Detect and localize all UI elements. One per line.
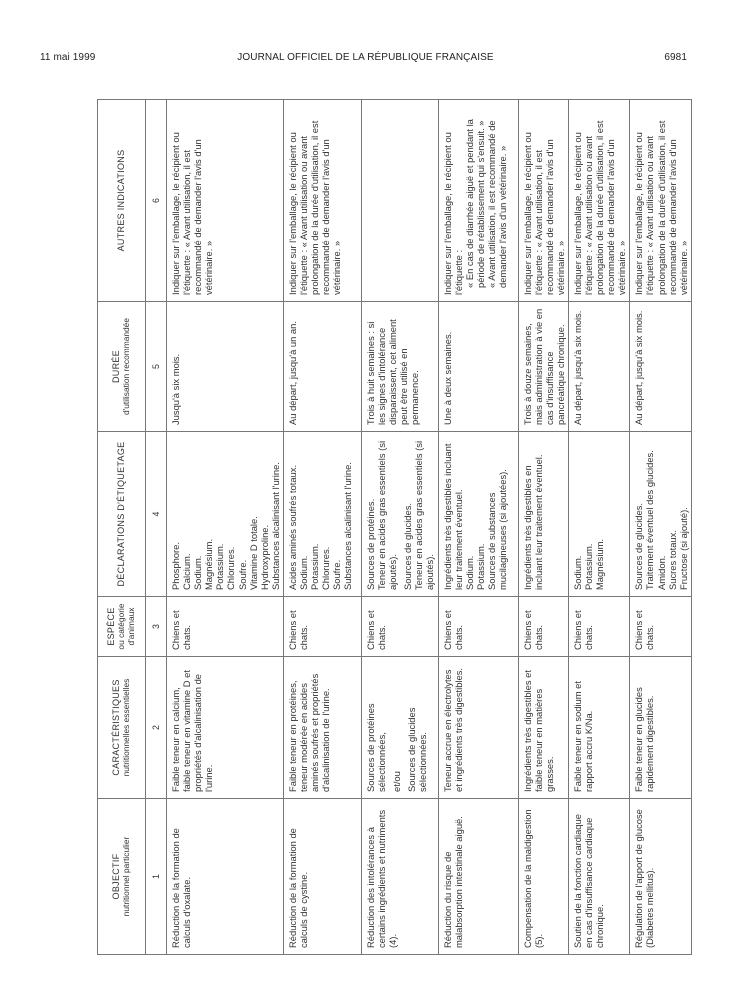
table-body xyxy=(167,100,692,955)
column-title: DÉCLARATIONS D'ÉTIQUETAGE xyxy=(116,441,127,587)
cell-line: Teneur accrue en électrolytes et ingrédients très digestibles. xyxy=(441,667,464,792)
column-subtitle: d'utilisation recommandée xyxy=(120,317,131,416)
table-cell-col-6 xyxy=(630,100,692,302)
column-header-2 xyxy=(98,657,146,799)
cell-line: Sodium. xyxy=(298,555,310,590)
column-header-6 xyxy=(98,100,146,302)
cell-line: Vitamine D totale. xyxy=(247,516,259,590)
cell-line: Trois à douze semaines, mais administration à vie en cas d'insuffisance pancréatique chronique. xyxy=(521,308,566,425)
column-subtitle: nutritionnel particulier xyxy=(120,836,131,917)
cell-line: Une à deux semaines. xyxy=(441,331,453,425)
cell-line: Jusqu'à six mois. xyxy=(170,353,181,425)
column-number: 1 xyxy=(146,799,167,955)
cell-line: Potassium. xyxy=(474,543,486,590)
table-cell-col-5 xyxy=(361,302,438,432)
page-number: 6981 xyxy=(664,52,687,63)
table-cell-col-4 xyxy=(568,432,629,597)
table-cell-col-6 xyxy=(518,100,568,302)
table-cell-col-3 xyxy=(167,597,284,657)
table-row xyxy=(630,100,692,955)
table-cell-col-4 xyxy=(438,432,518,597)
table-cell-col-1 xyxy=(518,799,568,955)
column-number: 5 xyxy=(146,302,167,432)
table-cell-col-5 xyxy=(438,302,518,432)
cell-line: « En cas de diarrhée aiguë et pendant la période de rétablissement qui s'ensuit. » xyxy=(463,119,486,288)
cell-line: Magnésium. xyxy=(203,538,215,590)
cell-line: Soufre. xyxy=(331,559,343,590)
cell-line: Au départ, jusqu'à un an. xyxy=(286,321,298,425)
cell-line: Ingrédients très digestibles et faible teneur en matières grasses. xyxy=(521,670,555,792)
table-row xyxy=(438,100,518,955)
cell-line: Soutien de la fonction cardiaque en cas d'insuffisance cardiaque chronique. xyxy=(571,814,606,948)
column-number: 2 xyxy=(146,657,167,799)
cell-line: Indiquer sur l'emballage, le récipient ou l'étiquette : « Avant utilisation ou avant prolongation de la durée d'utilisation, il est recommandé de demander l'avis d'un vétérinaire. » xyxy=(571,120,628,295)
journal-title: JOURNAL OFFICIEL DE LA RÉPUBLIQUE FRANÇAISE xyxy=(237,52,494,63)
cell-line: Chiens et chats. xyxy=(286,610,310,650)
cell-line: Chiens et chats. xyxy=(571,610,594,650)
table-cell-col-6 xyxy=(361,100,438,302)
cell-line: Sodium. xyxy=(192,555,204,590)
table-row xyxy=(518,100,568,955)
cell-line: Chiens et chats. xyxy=(441,610,464,650)
column-header-1 xyxy=(98,799,146,955)
table-cell-col-5 xyxy=(283,302,361,432)
cell-line: Indiquer sur l'emballage, le récipient ou l'étiquette : « Avant utilisation ou avant prolongation de la durée d'utilisation, il est recommandé de demander l'avis d'un vétérinaire. » xyxy=(633,120,689,295)
cell-line: Hydroxyproline. xyxy=(258,524,270,590)
table-cell-col-5 xyxy=(518,302,568,432)
cell-line: Soufre. xyxy=(236,559,248,590)
cell-line: Fructose (si ajouté). xyxy=(677,507,689,590)
table-cell-col-6 xyxy=(167,100,284,302)
cell-line: Sodium. xyxy=(463,555,475,590)
cell-line: Indiquer sur l'emballage, le récipient ou l'étiquette : « Avant utilisation, il est recommandé de demander l'avis d'un vétérinaire. » xyxy=(521,132,566,295)
table-cell-col-3 xyxy=(518,597,568,657)
table-cell-col-3 xyxy=(283,597,361,657)
column-subtitle: ou catégorie d'animaux xyxy=(115,603,136,650)
table-cell-col-4 xyxy=(630,432,692,597)
cell-line: Amidon. xyxy=(655,555,667,590)
table-cell-col-1 xyxy=(361,799,438,955)
table-cell-col-2 xyxy=(630,657,692,799)
table-cell-col-5 xyxy=(568,302,629,432)
column-title: OBJECTIF xyxy=(111,853,122,900)
cell-line: Ingrédients très digestibles en incluant leur traitement éventuel. xyxy=(521,454,544,590)
table-cell-col-2 xyxy=(361,657,438,799)
cell-line: Sources de glucides. xyxy=(402,502,414,590)
cell-line: Compensation de la maldigestion (5). xyxy=(521,809,544,948)
table-row xyxy=(361,100,438,955)
cell-line: Phosphore. xyxy=(170,542,181,590)
header-date: 11 mai 1999 xyxy=(40,52,96,63)
cell-line: Indiquer sur l'emballage, le récipient ou l'étiquette : « Avant utilisation, il est recommandé de demander l'avis d'un vétérinaire. » xyxy=(170,132,215,295)
table-cell-col-3 xyxy=(438,597,518,657)
cell-line: Chiens et chats. xyxy=(170,610,193,650)
cell-line: Teneur en acides gras essentiels (si ajoutés). xyxy=(376,440,399,590)
table-cell-col-6 xyxy=(568,100,629,302)
column-title: DURÉE xyxy=(111,350,122,384)
cell-line: Régulation de l'apport de glucose (Diabetes mellitus). xyxy=(633,809,656,948)
cell-line: Faible teneur en sodium et rapport accru K/Na. xyxy=(571,680,594,792)
cell-line: Réduction de la formation de calculs de cystine. xyxy=(286,828,310,948)
cell-line: Sucres totaux. xyxy=(666,530,678,590)
cell-line: Traitement éventuel des glucides. xyxy=(644,450,656,590)
column-header-4 xyxy=(98,432,146,597)
column-title: ESPÈCE xyxy=(106,607,117,646)
column-title: AUTRES INDICATIONS xyxy=(116,149,127,252)
table-row xyxy=(568,100,629,955)
cell-line: Trois à huit semaines : si les signes d'intolérance disparaissent, cet aliment peut être utilisé en permanence. xyxy=(364,319,421,425)
column-number: 3 xyxy=(146,597,167,657)
table-cell-col-1 xyxy=(630,799,692,955)
cell-line: Faible teneur en glucides rapidement digestibles. xyxy=(633,687,656,792)
cell-line: Réduction des intolérances à certains ingrédients et nutriments (4). xyxy=(364,809,399,948)
cell-line: Teneur en acides gras essentiels (si ajoutés). xyxy=(413,440,436,590)
cell-line: et/ou xyxy=(391,771,403,792)
column-subtitle: nutritionnelles essentielles xyxy=(120,678,131,777)
table-cell-col-5 xyxy=(630,302,692,432)
nutrition-objectives-table xyxy=(97,99,692,955)
column-number-row xyxy=(146,100,167,955)
cell-line: Faible teneur en protéines, teneur modérée en acides aminés soufrés et propriétés d'alcalinisation de l'urine. xyxy=(286,673,332,792)
table-cell-col-6 xyxy=(283,100,361,302)
table-cell-col-4 xyxy=(361,432,438,597)
cell-line: Chlorures. xyxy=(225,546,237,590)
cell-line: Chiens et chats. xyxy=(364,610,388,650)
cell-line: Faible teneur en calcium, faible teneur en vitamine D et propriétés d'alcalinisation de l'urine. xyxy=(170,670,215,792)
table-row xyxy=(167,100,284,955)
column-title: CARACTÉRISTIQUES xyxy=(111,679,122,776)
cell-line: Indiquer sur l'emballage, le récipient ou l'étiquette : xyxy=(441,132,464,295)
cell-line: Acides aminés soufrés totaux. xyxy=(286,464,298,590)
table-cell-col-4 xyxy=(283,432,361,597)
cell-line: Ingrédients très digestibles incluant leur traitement éventuel. xyxy=(441,443,464,590)
cell-line: Potassium. xyxy=(214,543,226,590)
cell-line: Potassium. xyxy=(309,543,321,590)
cell-line: Indiquer sur l'emballage, le récipient ou l'étiquette : « Avant utilisation ou avant prolongation de la durée d'utilisation, il est recommandé de demander l'avis d'un vétérinaire. » xyxy=(286,120,343,295)
cell-line: Magnésium. xyxy=(594,538,606,590)
table-cell-col-1 xyxy=(438,799,518,955)
column-header-5 xyxy=(98,302,146,432)
cell-line: Calcium. xyxy=(181,553,193,590)
table-cell-col-2 xyxy=(568,657,629,799)
cell-line: Au départ, jusqu'à six mois. xyxy=(633,310,645,425)
cell-line: Chiens et chats. xyxy=(633,610,656,650)
table-cell-col-2 xyxy=(438,657,518,799)
table-cell-col-4 xyxy=(167,432,284,597)
table-row xyxy=(283,100,361,955)
table-cell-col-2 xyxy=(283,657,361,799)
column-header-3 xyxy=(98,597,146,657)
table-cell-col-3 xyxy=(568,597,629,657)
table-cell-col-3 xyxy=(361,597,438,657)
table-cell-col-1 xyxy=(568,799,629,955)
cell-line: Substances alcalinisant l'urine. xyxy=(269,462,281,590)
table-cell-col-2 xyxy=(167,657,284,799)
cell-line: Au départ, jusqu'à six mois. xyxy=(571,310,583,425)
cell-line: Sources de protéines sélectionnées, xyxy=(364,703,388,792)
table-cell-col-2 xyxy=(518,657,568,799)
table-cell-col-5 xyxy=(167,302,284,432)
table-cell-col-3 xyxy=(630,597,692,657)
cell-line: Chiens et chats. xyxy=(521,610,544,650)
cell-line: « Avant utilisation, il est recommandé de demander l'avis d'un vétérinaire. » xyxy=(485,120,508,288)
table-cell-col-1 xyxy=(167,799,284,955)
cell-line: Substances alcalinisant l'urine. xyxy=(342,462,354,590)
cell-line: Sources de protéines. xyxy=(364,498,376,590)
cell-line: Sodium. xyxy=(571,555,583,590)
table-cell-col-1 xyxy=(283,799,361,955)
table-cell-col-6 xyxy=(438,100,518,302)
rotated-table-sheet xyxy=(97,100,689,955)
cell-line: Réduction de la formation de calculs d'oxalate. xyxy=(170,828,193,948)
cell-line: Réduction du risque de malabsorption intestinale aiguë. xyxy=(441,816,464,948)
column-number: 4 xyxy=(146,432,167,597)
column-number: 6 xyxy=(146,100,167,302)
cell-line: Chlorures. xyxy=(320,546,332,590)
cell-line: Sources de glucides. xyxy=(633,502,645,590)
table-cell-col-4 xyxy=(518,432,568,597)
cell-line: Sources de glucides sélectionnées. xyxy=(406,707,429,792)
column-header-row xyxy=(98,100,146,955)
cell-line: Sources de substances mucilagineuses (si ajoutées). xyxy=(485,469,508,590)
cell-line: Potassium. xyxy=(582,543,594,590)
